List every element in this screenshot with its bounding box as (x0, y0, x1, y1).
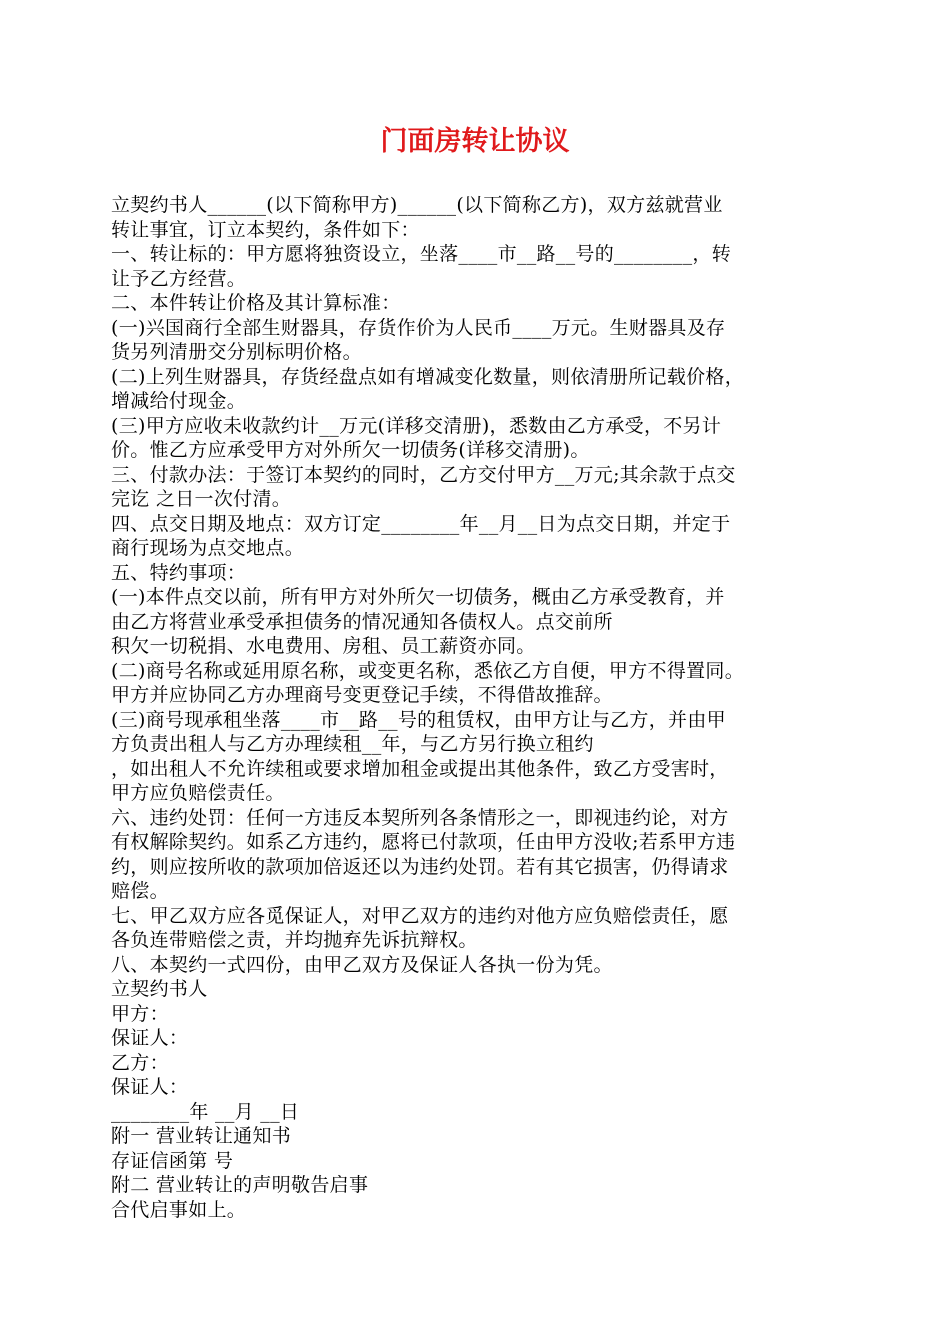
document-line: 各负连带赔偿之责，并均抛弃先诉抗辩权。 (111, 929, 478, 951)
document-line: 完讫 之日一次付清。 (111, 488, 292, 510)
document-line: 甲方： (111, 1002, 169, 1025)
document-line: 合代启事如上。 (111, 1198, 247, 1221)
document-line: 方负责出租人与乙方办理续租__年，与乙方另行换立租约 (111, 733, 594, 755)
document-body (111, 193, 841, 1222)
document-line: (二)商号名称或延用原名称，或变更名称，悉依乙方自便，甲方不得置同。 (111, 659, 745, 682)
document-line: 附一 营业转让通知书 (111, 1125, 292, 1147)
document-line: 甲方并应协同乙方办理商号变更登记手续，不得借故推辞。 (111, 684, 613, 706)
document-line: 赔偿。 (111, 880, 169, 902)
document-line: ________年 __月 __日 (111, 1100, 300, 1123)
document-title: 门面房转让协议 (380, 126, 570, 157)
document-line: 四、点交日期及地点：双方订定________年__月__日为点交日期，并定于 (111, 512, 731, 535)
document-line: ，如出租人不允许续租或要求增加租金或提出其他条件，致乙方受害时， (111, 757, 729, 780)
document-line: 三、付款办法：于签订本契约的同时，乙方交付甲方__万元;其余款于点交 (111, 463, 736, 486)
document-line: 二、本件转让价格及其计算标准： (111, 292, 401, 314)
document-line: 由乙方将营业承受承担债务的情况通知各债权人。点交前所 (111, 610, 613, 633)
document-line: 价。惟乙方应承受甲方对外所欠一切债务(详移交清册)。 (111, 439, 590, 461)
document-line: 保证人： (111, 1027, 189, 1049)
document-line: 让予乙方经营。 (111, 267, 247, 290)
document-line: 转让事宜，订立本契约，条件如下： (111, 218, 420, 241)
document-line: 五、特约事项： (111, 561, 247, 584)
document-line: 六、违约处罚：任何一方违反本契所列各条情形之一，即视违约论，对方 (111, 806, 729, 829)
document-line: 立契约书人 (111, 978, 208, 1000)
document-line: (一)本件点交以前，所有甲方对外所欠一切债务，概由乙方承受教育，并 (111, 586, 725, 608)
document-line: 增减给付现金。 (111, 390, 247, 412)
document-line: 七、甲乙双方应各觅保证人，对甲乙双方的违约对他方应负赔偿责任，愿 (111, 904, 729, 927)
document-line: 保证人： (111, 1076, 189, 1098)
document-line: (三)商号现承租坐落____市__路__号的租赁权，由甲方让与乙方，并由甲 (111, 708, 726, 731)
document-line: (二)上列生财器具，存货经盘点如有增减变化数量，则依清册所记载价格， (111, 365, 745, 388)
document-line: 积欠一切税捐、水电费用、房租、员工薪资亦同。 (111, 635, 536, 657)
document-line: (三)甲方应收未收款约计__万元(详移交清册)，悉数由乙方承受，不另计 (111, 414, 722, 437)
document-line: 一、转让标的：甲方愿将独资设立，坐落____市__路__号的________，转 (111, 243, 732, 265)
document-line: 有权解除契约。如系乙方违约，愿将已付款项，任由甲方没收;若系甲方违 (111, 831, 736, 853)
document-line: (一)兴国商行全部生财器具，存货作价为人民币____万元。生财器具及存 (111, 316, 726, 339)
document-line: 商行现场为点交地点。 (111, 537, 305, 559)
document-line: 附二 营业转让的声明敬告启事 (111, 1174, 369, 1196)
document-line: 乙方： (111, 1051, 169, 1074)
document-line: 立契约书人______(以下简称甲方)______(以下简称乙方)，双方兹就营业 (111, 194, 723, 216)
document-line: 甲方应负赔偿责任。 (111, 782, 285, 804)
document-line: 八、本契约一式四份，由甲乙双方及保证人各执一份为凭。 (111, 953, 613, 976)
document-line: 存证信函第 号 (111, 1149, 234, 1172)
document-line: 货另列清册交分别标明价格。 (111, 341, 362, 363)
document-line: 约，则应按所收的款项加倍返还以为违约处罚。若有其它损害，仍得请求 (111, 855, 729, 878)
